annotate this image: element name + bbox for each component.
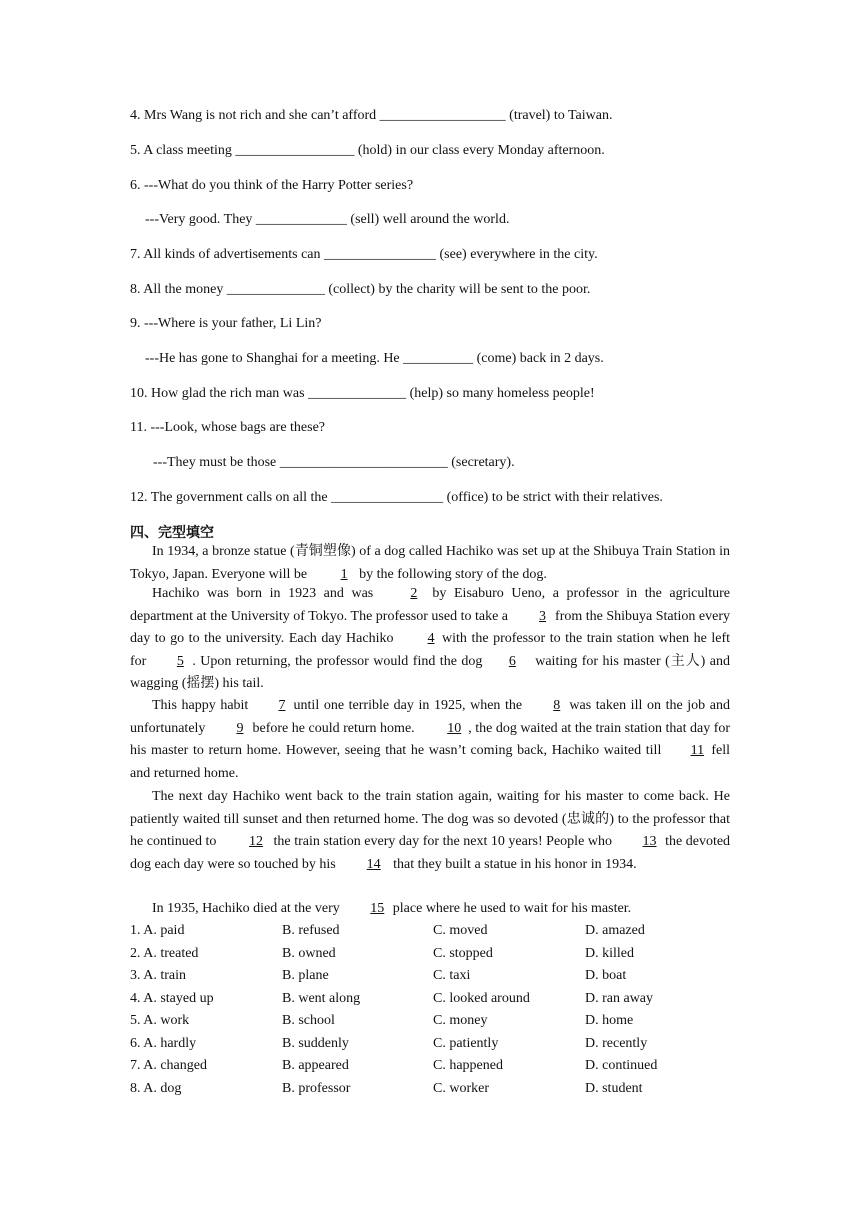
passage-paragraph-3 bbox=[130, 695, 730, 785]
option-choice: 5. A. work bbox=[130, 1013, 190, 1028]
passage-paragraph-2 bbox=[130, 583, 730, 696]
text-run: that they built a statue in his honor in 1934. bbox=[393, 856, 637, 872]
question-9-answer: ---He has gone to Shanghai for a meeting. He __________ (come) back in 2 days. bbox=[145, 351, 604, 366]
option-choice: D. home bbox=[585, 1013, 634, 1028]
blank-6: 6 bbox=[508, 653, 516, 669]
text-run: The next day Hachiko went back to the train station again, waiting for his master to come back. He patiently waited till sunset and then returned home. The dog was so devoted (忠诚的) to the professor that he continued to bbox=[130, 789, 730, 849]
option-choice: B. owned bbox=[282, 945, 336, 961]
blank-14: 14 bbox=[366, 856, 381, 872]
blank-2: 2 bbox=[410, 586, 418, 601]
option-choice: B. school bbox=[282, 1013, 335, 1028]
blank-12: 12 bbox=[248, 834, 263, 849]
text-run: waiting for his master (主人) and wagging (摇摆) his tail. bbox=[130, 653, 731, 691]
option-choice: 1. A. paid bbox=[130, 923, 185, 938]
option-choice: D. student bbox=[585, 1080, 643, 1096]
question-8: 8. All the money ______________ (collect) by the charity will be sent to the poor. bbox=[130, 282, 591, 297]
text-run: by Eisaburo Ueno, a professor in the agriculture department at the University of Tokyo. The professor used to take a bbox=[130, 586, 731, 624]
text-run: was taken ill on the job and unfortunately bbox=[130, 698, 730, 736]
text-run: before he could return home. bbox=[252, 720, 415, 736]
option-choice: 2. A. treated bbox=[130, 945, 199, 961]
blank-5: 5 bbox=[176, 653, 184, 669]
blank-8: 8 bbox=[553, 698, 561, 713]
text-run: from the Shibuya Station every day to go to the university. Each day Hachiko bbox=[130, 608, 731, 646]
question-5: 5. A class meeting _________________ (hold) in our class every Monday afternoon. bbox=[130, 143, 605, 158]
option-choice: 4. A. stayed up bbox=[130, 990, 214, 1006]
text-run: place where he used to wait for his master. bbox=[392, 901, 632, 916]
text-run: , the dog waited at the train station that day for his master to return home. However, seeing that he wasn’t coming back, Hachiko waited till bbox=[130, 720, 731, 758]
text-run: In 1934, a bronze statue (青铜塑像) of a dog called Hachiko was set up at the Shibuya Train Station in Tokyo, Japan. Everyone will be bbox=[130, 544, 730, 582]
option-choice: D. ran away bbox=[585, 990, 654, 1006]
blank-1: 1 bbox=[340, 566, 348, 582]
option-choice: C. moved bbox=[433, 923, 488, 938]
option-choice: 6. A. hardly bbox=[130, 1035, 197, 1051]
option-choice: C. money bbox=[433, 1013, 488, 1028]
text-run: until one terrible day in 1925, when the bbox=[293, 698, 523, 713]
question-11-prompt: 11. ---Look, whose bags are these? bbox=[130, 420, 326, 435]
question-11-answer: ---They must be those ________________________ (secretary). bbox=[153, 455, 515, 470]
option-choice: B. suddenly bbox=[282, 1035, 349, 1051]
passage-paragraph-4 bbox=[130, 786, 730, 876]
blank-13: 13 bbox=[642, 834, 657, 849]
option-choice: C. patiently bbox=[433, 1035, 499, 1051]
option-choice: B. appeared bbox=[282, 1058, 349, 1073]
blank-10: 10 bbox=[447, 720, 462, 736]
blank-4: 4 bbox=[427, 631, 435, 646]
option-choice: B. plane bbox=[282, 968, 329, 983]
blank-3: 3 bbox=[539, 608, 547, 624]
option-choice: D. recently bbox=[585, 1035, 648, 1051]
text-run: by the following story of the dog. bbox=[359, 566, 547, 582]
option-choice: D. killed bbox=[585, 945, 634, 961]
text-run: In 1935, Hachiko died at the very bbox=[152, 901, 340, 916]
option-choice: 7. A. changed bbox=[130, 1058, 207, 1073]
option-choice: C. happened bbox=[433, 1058, 503, 1073]
text-run: the train station every day for the next 10 years! People who bbox=[273, 834, 612, 849]
passage-paragraph-1 bbox=[130, 541, 730, 586]
question-12: 12. The government calls on all the ________________ (office) to be strict with their relatives. bbox=[130, 490, 663, 505]
blank-9: 9 bbox=[236, 720, 244, 736]
option-choice: D. amazed bbox=[585, 923, 645, 938]
blank-15: 15 bbox=[370, 901, 385, 916]
question-7: 7. All kinds of advertisements can ________________ (see) everywhere in the city. bbox=[130, 247, 598, 262]
text-run: This happy habit bbox=[152, 698, 249, 713]
question-6-answer: ---Very good. They _____________ (sell) well around the world. bbox=[145, 212, 510, 227]
blank-11: 11 bbox=[690, 743, 705, 758]
option-choice: 8. A. dog bbox=[130, 1080, 182, 1096]
option-choice: B. refused bbox=[282, 923, 340, 938]
question-4: 4. Mrs Wang is not rich and she can’t afford __________________ (travel) to Taiwan. bbox=[130, 108, 613, 123]
option-choice: C. stopped bbox=[433, 945, 493, 961]
option-choice: C. taxi bbox=[433, 968, 471, 983]
passage-paragraph-5 bbox=[130, 898, 730, 921]
text-run: fell and returned home. bbox=[130, 743, 730, 781]
question-9-prompt: 9. ---Where is your father, Li Lin? bbox=[130, 316, 322, 331]
option-choice: D. continued bbox=[585, 1058, 658, 1073]
option-choice: B. professor bbox=[282, 1080, 351, 1096]
question-6-prompt: 6. ---What do you think of the Harry Potter series? bbox=[130, 178, 414, 193]
text-run: . Upon returning, the professor would find the dog bbox=[192, 653, 483, 669]
option-choice: 3. A. train bbox=[130, 968, 186, 983]
option-choice: C. looked around bbox=[433, 990, 530, 1006]
text-run: with the professor to the train station when he left for bbox=[130, 631, 731, 669]
blank-7: 7 bbox=[278, 698, 286, 713]
option-choice: B. went along bbox=[282, 990, 361, 1006]
option-choice: D. boat bbox=[585, 968, 627, 983]
text-run: the devoted dog each day were so touched by his bbox=[130, 834, 731, 872]
option-choice: C. worker bbox=[433, 1080, 489, 1096]
section-title: 四、完型填空 bbox=[130, 525, 214, 541]
question-10: 10. How glad the rich man was ______________ (help) so many homeless people! bbox=[130, 386, 595, 401]
text-run: Hachiko was born in 1923 and was bbox=[152, 586, 374, 601]
